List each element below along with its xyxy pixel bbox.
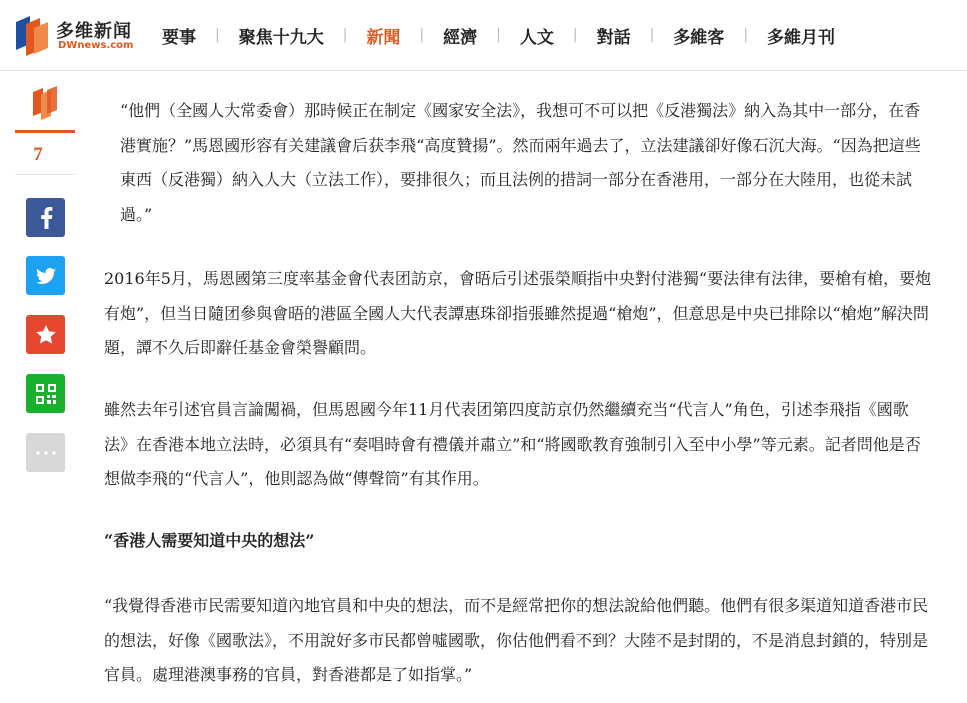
site-header	[0, 0, 967, 71]
site-logo[interactable]	[14, 14, 154, 56]
nav-separator: |	[743, 27, 749, 43]
article-subheading: “香港人需要知道中央的想法”	[104, 531, 315, 550]
dwnews-brand-icon	[31, 84, 59, 120]
nav-item-monthly[interactable]: 多維月刊	[767, 27, 836, 48]
nav-separator: |	[572, 27, 578, 43]
share-wechat-qr-button[interactable]	[26, 374, 65, 413]
nav-separator: |	[419, 27, 425, 43]
nav-separator: |	[649, 27, 655, 43]
nav-separator: |	[215, 27, 220, 43]
nav-separator: |	[342, 27, 348, 43]
nav-separator: |	[496, 27, 501, 43]
share-accent-line	[15, 130, 75, 133]
nav-item-culture[interactable]: 人文	[519, 27, 554, 48]
share-favorite-button[interactable]	[26, 315, 65, 354]
share-more-button[interactable]	[26, 433, 65, 472]
more-icon	[36, 451, 56, 455]
nav-item-news[interactable]: 新聞	[366, 27, 401, 48]
dwnews-logo-icon	[14, 14, 50, 56]
qr-code-icon	[36, 384, 56, 404]
nav-item-dialogue[interactable]: 對話	[596, 27, 631, 48]
share-count: 7	[33, 144, 43, 165]
nav-item-economy[interactable]: 經濟	[443, 27, 478, 48]
share-divider	[15, 174, 75, 175]
article-paragraph: 2016年5月，馬恩國第三度率基金會代表团訪京，會晤后引述張榮順指中央對付港獨“要法律有法律，要槍有槍，要炮有炮”，但当日隨团參與會晤的港區全國人大代表譚惠珠卻指張雖然提過“槍炮”，但意思是中央已排除以“槍炮”解決問題，譚不久后即辭任基金會榮譽顧問。	[104, 269, 932, 357]
nav-item-blog[interactable]: 多維客	[673, 27, 725, 48]
nav-item-19th-congress[interactable]: 聚焦十九大	[238, 27, 324, 48]
main-nav	[162, 22, 835, 48]
logo-text: 多维新闻	[56, 21, 132, 42]
logo-domain: DWnews.com	[58, 40, 134, 51]
article-quote-paragraph: “他們（全國人大常委會）那時候正在制定《國家安全法》，我想可不可以把《反港獨法》納入為其中一部分，在香港實施？”馬恩國形容有关建議會后获李飛“高度贊揚”。然而兩年過去了，立法建議卻好像石沉大海。“因為把這些東西（反港獨）納入人大（立法工作），要排很久；而且法例的措詞一部分在香港用，一部分在大陸用，也從未試過。”	[120, 101, 921, 224]
twitter-icon	[36, 268, 56, 284]
share-twitter-button[interactable]	[26, 256, 65, 295]
article-paragraph: 雖然去年引述官員言論闖禍，但馬恩國今年11月代表团第四度訪京仍然繼續充当“代言人”角色，引述李飛指《國歌法》在香港本地立法時，必須具有“奏唱時會有禮儀并肅立”和“將國歌教育強制引入至中小學”等元素。記者問他是否想做李飛的“代言人”，他則認為做“傳聲筒”有其作用。	[104, 400, 921, 488]
share-facebook-button[interactable]	[26, 198, 65, 237]
nav-item-yaoshi[interactable]: 要事	[162, 27, 196, 48]
facebook-icon	[38, 207, 54, 229]
article-paragraph: “我覺得香港市民需要知道內地官員和中央的想法，而不是經常把你的想法說給他們聽。他們有很多渠道知道香港市民的想法，好像《國歌法》，不用說好多市民都曾噓國歌，你估他們看不到？大陸不是封閉的，不是消息封鎖的，特別是官員。處理港澳事務的官員，對香港都是了如指掌。”	[104, 596, 929, 684]
star-icon	[36, 325, 56, 344]
